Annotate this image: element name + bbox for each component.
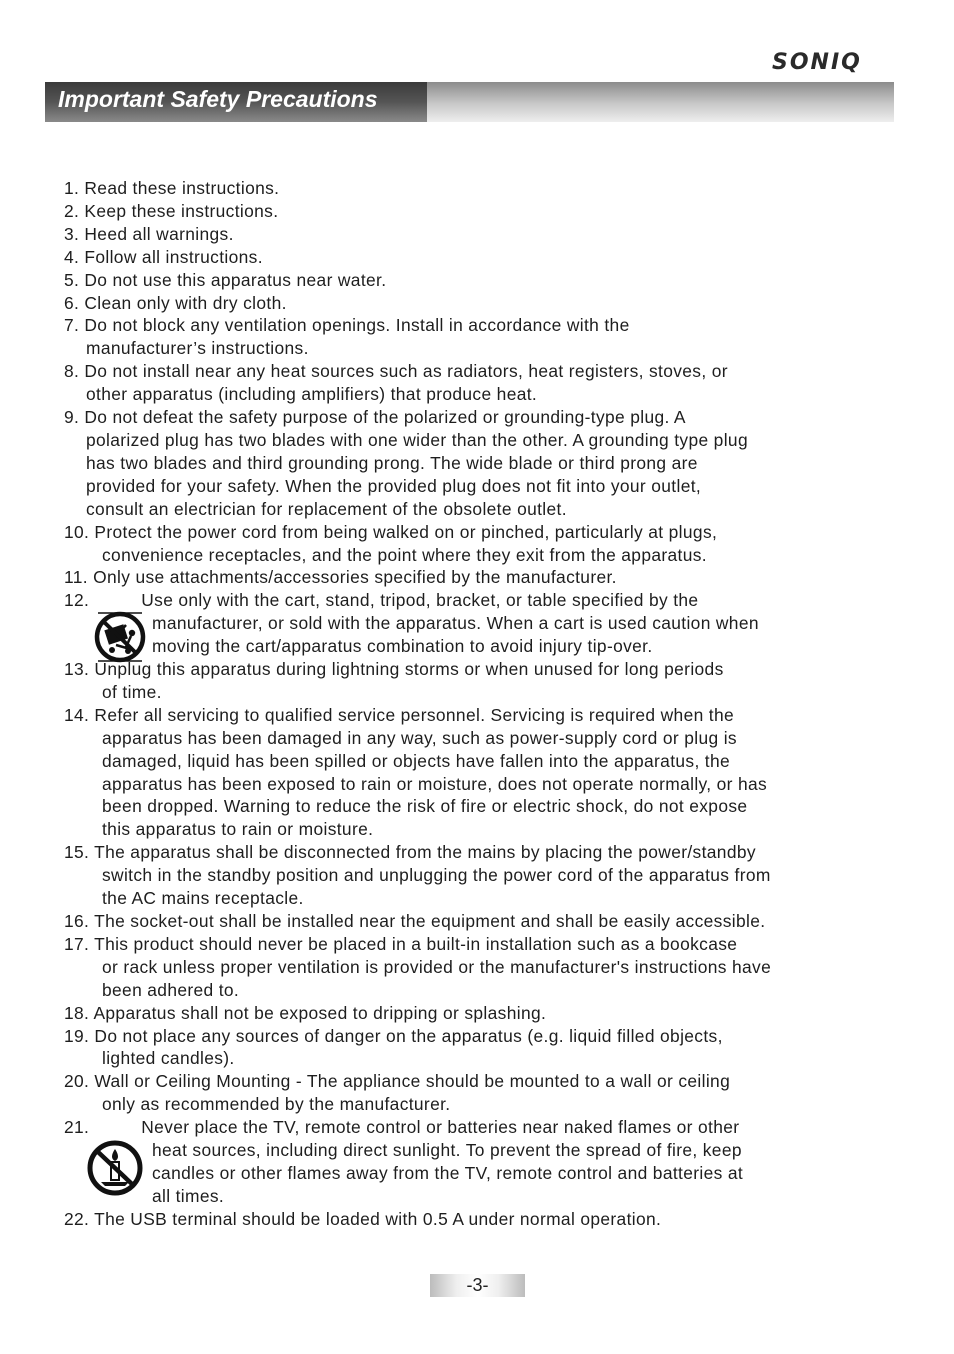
list-item [64,360,909,406]
item-line: 10. Protect the power cord from being walked on or pinched, particularly at plugs, [64,521,718,542]
item-line: this apparatus to rain or moisture. [102,819,374,840]
item-line: only as recommended by the manufacturer. [102,1094,451,1115]
item-line: heat sources, including direct sunlight. To prevent the spread of fire, keep [152,1140,742,1161]
list-item [64,910,909,933]
cart-tipover-warning-icon [92,611,148,663]
item-line: 18. Apparatus shall not be exposed to dripping or splashing. [64,1002,547,1023]
item-line: 9. Do not defeat the safety purpose of the polarized or grounding-type plug. A [64,407,686,428]
item-line: Never place the TV, remote control or batteries near naked flames or other [141,1117,740,1138]
item-number: 21. [64,1117,90,1138]
item-line: consult an electrician for replacement of the obsolete outlet. [86,498,567,519]
item-line: apparatus has been exposed to rain or moisture, does not operate normally, or has [102,773,768,794]
item-number: 12. [64,590,90,611]
list-item [64,1208,909,1231]
brand-logo: SONIQ [772,50,862,75]
item-line: 6. Clean only with dry cloth. [64,292,287,313]
item-line: damaged, liquid has been spilled or objects have fallen into the apparatus, the [102,750,731,771]
item-line: provided for your safety. When the provided plug does not fit into your outlet, [86,475,702,496]
list-item [64,933,909,1002]
item-line: convenience receptacles, and the point where they exit from the apparatus. [102,544,707,565]
list-item [64,200,909,223]
list-item [64,1002,909,1025]
list-item [64,589,909,658]
item-line: 15. The apparatus shall be disconnected from the mains by placing the power/standby [64,842,756,863]
item-line: 19. Do not place any sources of danger on the apparatus (e.g. liquid filled objects, [64,1025,723,1046]
item-line: has two blades and third grounding prong. The wide blade or third prong are [86,452,698,473]
item-line: moving the cart/apparatus combination to avoid injury tip-over. [152,636,653,657]
item-line: 14. Refer all servicing to qualified service personnel. Servicing is required when the [64,704,735,725]
list-item [64,566,909,589]
list-item [64,292,909,315]
item-line: 8. Do not install near any heat sources such as radiators, heat registers, stoves, or [64,361,728,382]
item-line: 1. Read these instructions. [64,178,280,198]
item-line: 3. Heed all warnings. [64,223,234,244]
list-item [64,246,909,269]
item-line: Use only with the cart, stand, tripod, bracket, or table specified by the [141,590,699,611]
item-line: all times. [152,1185,225,1206]
page-number: -3- [466,1275,489,1295]
item-line: 4. Follow all instructions. [64,246,263,267]
item-line: been dropped. Warning to reduce the risk of fire or electric shock, do not expose [102,796,748,817]
item-line: other apparatus (including amplifiers) that produce heat. [86,384,538,405]
list-item [64,1116,909,1208]
list-item [64,406,909,521]
item-line: been adhered to. [102,979,240,1000]
item-line: candles or other flames away from the TV, remote control and batteries at [152,1162,744,1183]
item-line: 20. Wall or Ceiling Mounting - The appliance should be mounted to a wall or ceiling [64,1071,731,1092]
list-item [64,658,909,704]
item-line: 2. Keep these instructions. [64,200,279,221]
item-line: manufacturer, or sold with the apparatus. When a cart is used caution when [152,613,759,634]
list-item [64,841,909,910]
item-line: 5. Do not use this apparatus near water. [64,269,387,290]
item-line: 17. This product should never be placed in a built-in installation such as a bookcase [64,933,738,954]
no-open-flame-icon [84,1139,146,1197]
item-line: 11. Only use attachments/accessories specified by the manufacturer. [64,567,617,588]
item-line: switch in the standby position and unplugging the power cord of the apparatus from [102,865,771,886]
item-line: or rack unless proper ventilation is provided or the manufacturer's instructions have [102,956,772,977]
item-line: of time. [102,681,162,702]
item-line: apparatus has been damaged in any way, such as power-supply cord or plug is [102,727,737,748]
item-line: the AC mains receptacle. [102,888,304,909]
item-line: 13. Unplug this apparatus during lightning storms or when unused for long periods [64,659,724,680]
page-title: Important Safety Precautions [58,86,378,112]
item-line: 22. The USB terminal should be loaded with 0.5 A under normal operation. [64,1208,662,1229]
list-item [64,704,909,841]
safety-list [64,177,909,1231]
item-line: 16. The socket-out shall be installed near the equipment and shall be easily accessible. [64,911,766,931]
item-line: manufacturer’s instructions. [86,338,309,359]
item-line: polarized plug has two blades with one wider than the other. A grounding type plug [86,429,748,450]
list-item [64,1025,909,1071]
list-item [64,1070,909,1116]
list-item [64,521,909,567]
list-item [64,177,909,200]
list-item [64,269,909,292]
item-line: 7. Do not block any ventilation openings. Install in accordance with the [64,315,630,336]
item-line: lighted candles). [102,1048,235,1069]
list-item [64,314,909,360]
list-item [64,223,909,246]
